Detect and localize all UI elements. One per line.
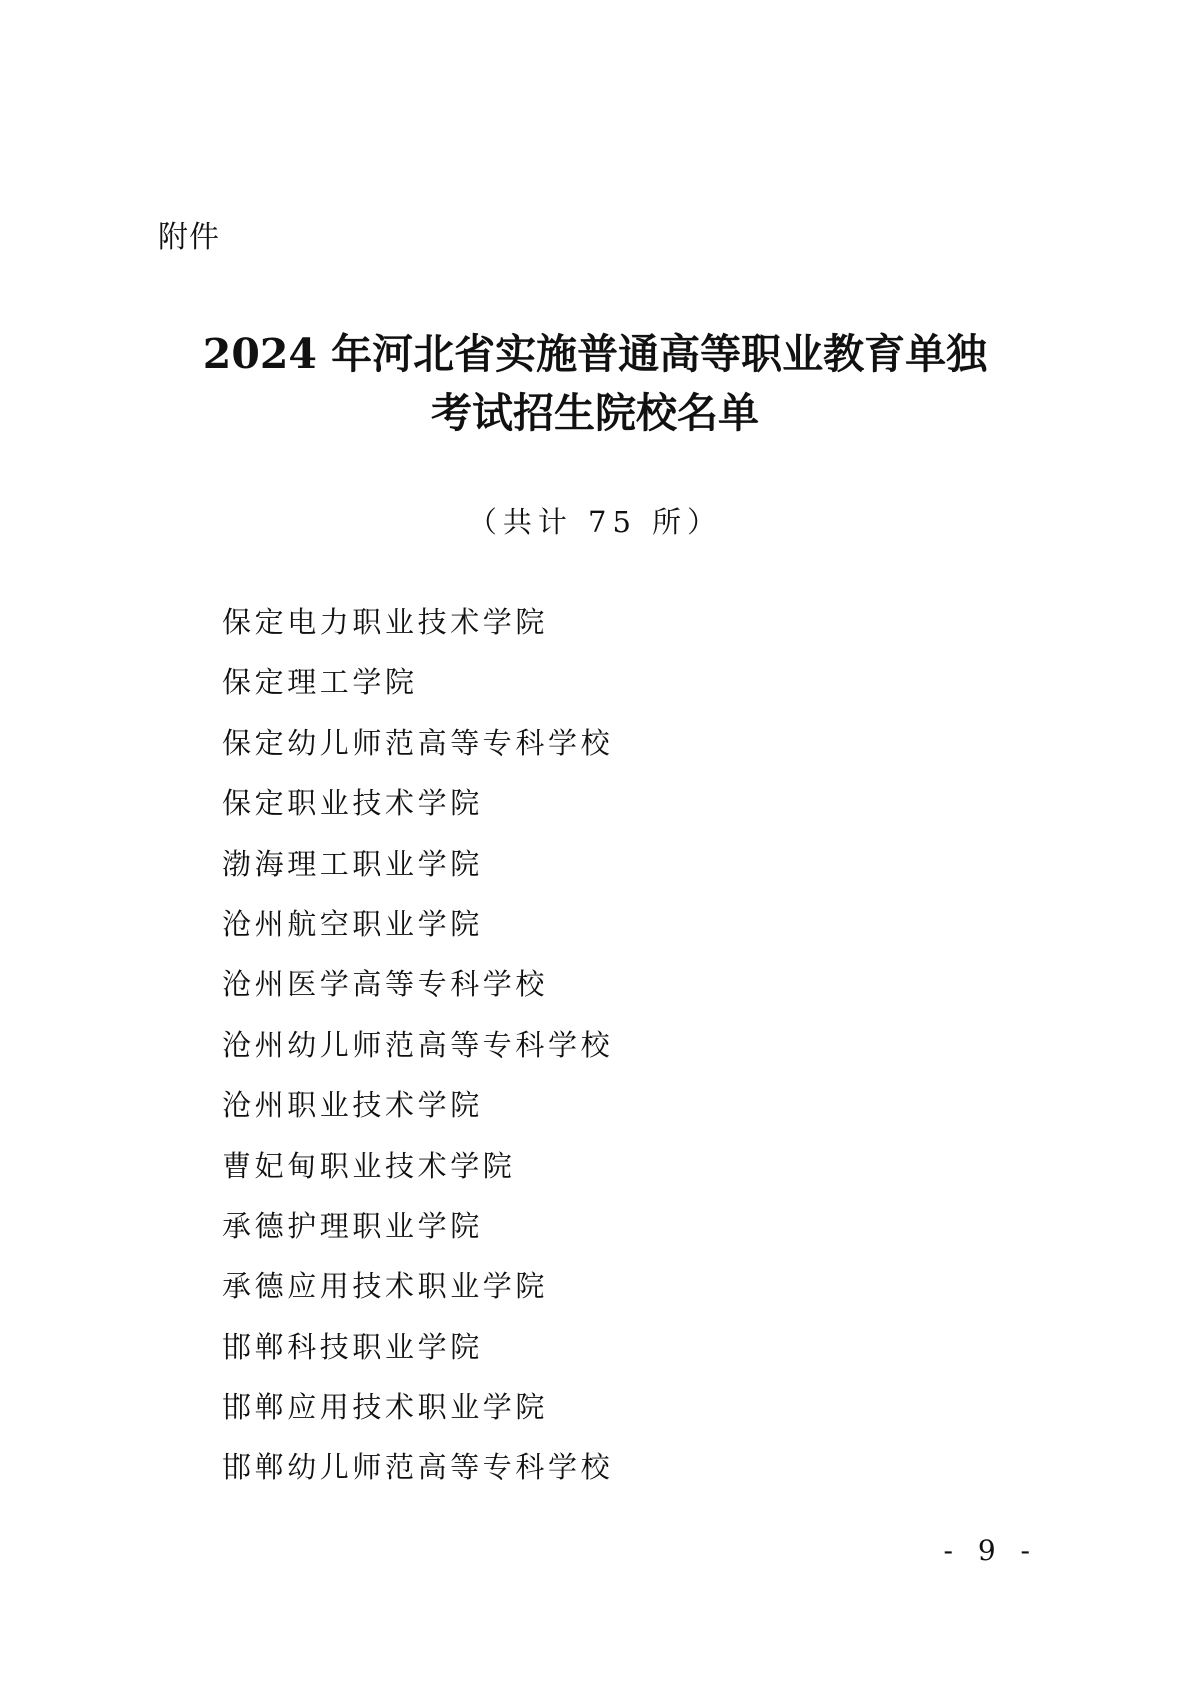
- school-list: [222, 602, 613, 1508]
- school-list-item: 承德护理职业学院: [222, 1208, 483, 1243]
- school-list-item: 保定电力职业技术学院: [222, 605, 549, 639]
- school-list-item: 邯郸应用技术职业学院: [222, 1390, 549, 1425]
- school-list-item: 承德应用技术职业学院: [222, 1269, 549, 1304]
- school-list-item: 邯郸科技职业学院: [222, 1329, 483, 1364]
- school-list-item: 保定理工学院: [222, 665, 418, 700]
- school-count-subtitle: （共计 75 所）: [467, 505, 723, 539]
- attachment-label: 附件: [158, 220, 220, 255]
- page-number: - 9 -: [943, 1534, 1038, 1567]
- school-list-item: 曹妃甸职业技术学院: [222, 1148, 516, 1183]
- document-title-line-1: 2024 年河北省实施普通高等职业教育单独: [202, 330, 988, 378]
- school-list-item: 渤海理工职业学院: [222, 846, 483, 881]
- school-list-item: 邯郸幼儿师范高等专科学校: [222, 1450, 614, 1485]
- document-title-line-2: 考试招生院校名单: [431, 389, 759, 437]
- school-list-item: 保定幼儿师范高等专科学校: [222, 725, 614, 760]
- school-list-item: 沧州幼儿师范高等专科学校: [222, 1027, 614, 1062]
- school-list-item: 沧州医学高等专科学校: [222, 967, 549, 1002]
- school-list-item: 保定职业技术学院: [222, 786, 483, 821]
- school-list-item: 沧州职业技术学院: [222, 1088, 483, 1123]
- school-list-item: 沧州航空职业学院: [222, 906, 483, 941]
